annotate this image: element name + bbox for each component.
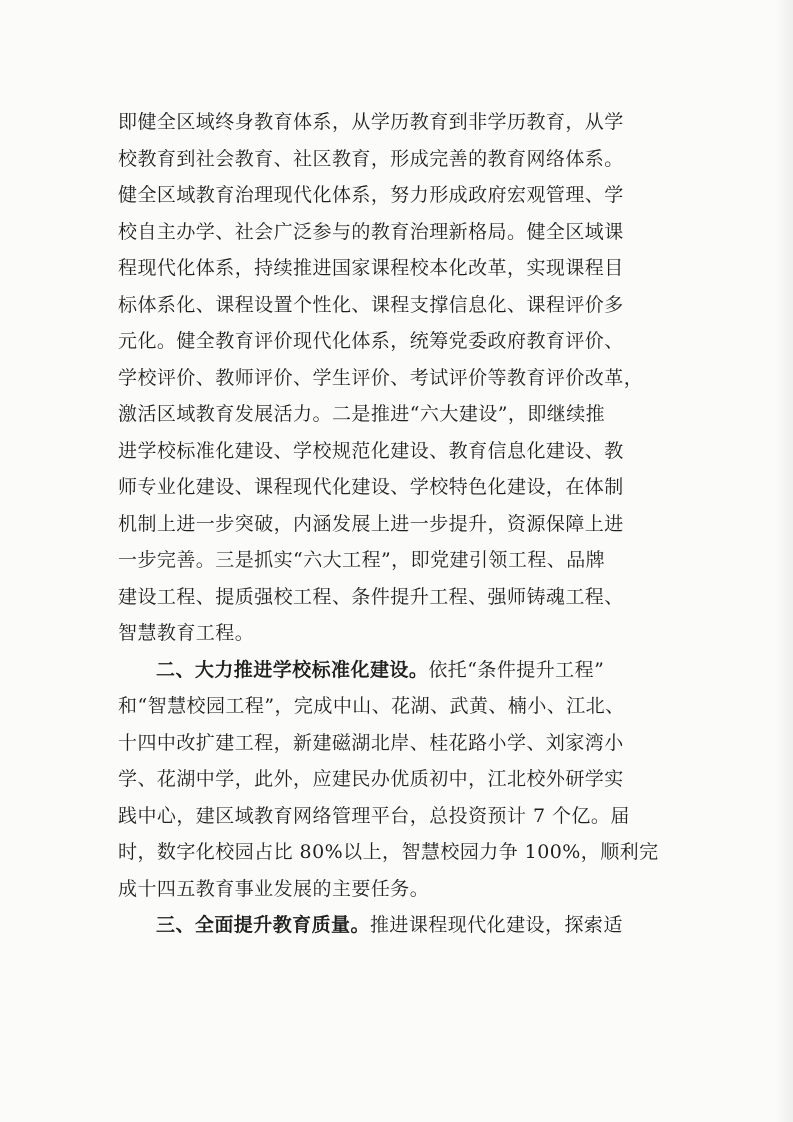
body-line: 一步完善。三是抓实“六大工程”，即党建引领工程、品牌 (118, 549, 606, 571)
body-line: 十四中改扩建工程，新建磁湖北岸、桂花路小学、刘家湾小 (118, 731, 624, 754)
body-line: 师专业化建设、课程现代化建设、学校特色化建设，在体制 (118, 476, 624, 498)
body-line: 成十四五教育事业发展的主要任务。 (118, 877, 430, 900)
body-line: 标体系化、课程设置个性化、课程支撑信息化、课程评价多 (118, 293, 624, 316)
body-line: 学校评价、教师评价、学生评价、考试评价等教育评价改革， (118, 366, 644, 389)
section-2-first-line-text: 依托“条件提升工程” (428, 658, 605, 681)
body-line: 和“智慧校园工程”，完成中山、花湖、武黄、楠小、江北、 (118, 695, 625, 717)
section-2-heading: 二、大力推进学校标准化建设。 (156, 658, 429, 681)
body-line: 元化。健全教育评价现代化体系，统筹党委政府教育评价、 (118, 330, 624, 352)
body-line: 建设工程、提质强校工程、条件提升工程、强师铸魂工程、 (118, 585, 624, 608)
body-line: 校教育到社会教育、社区教育，形成完善的教育网络体系。 (118, 147, 624, 170)
section-3-first-line-text: 推进课程现代化建设，探索适 (369, 914, 623, 936)
body-line: 程现代化体系，持续推进国家课程校本化改革，实现课程目 (118, 257, 624, 279)
section-3-heading: 三、全面提升教育质量。 (156, 914, 370, 936)
body-line: 智慧教育工程。 (118, 622, 255, 644)
document-body (118, 104, 678, 944)
section-3-first-line (118, 907, 678, 944)
page-edge-shadow (775, 0, 793, 1122)
body-line: 健全区域教育治理现代化体系，努力形成政府宏观管理、学 (118, 184, 624, 206)
body-line: 践中心，建区域教育网络管理平台，总投资预计 7 个亿。届 (118, 804, 630, 827)
body-line: 即健全区域终身教育体系，从学历教育到非学历教育，从学 (118, 111, 624, 133)
body-line: 进学校标准化建设、学校规范化建设、教育信息化建设、教 (118, 439, 624, 462)
body-line: 激活区域教育发展活力。二是推进“六大建设”，即继续推 (118, 403, 606, 425)
body-line: 校自主办学、社会广泛参与的教育治理新格局。健全区域课 (118, 220, 624, 243)
body-line: 机制上进一步突破，内涵发展上进一步提升，资源保障上进 (118, 512, 624, 535)
section-2-first-line (118, 652, 678, 689)
body-line: 时，数字化校园占比 80%以上，智慧校园力争 100%，顺利完 (118, 841, 659, 863)
body-line: 学、花湖中学，此外，应建民办优质初中，江北校外研学实 (118, 768, 624, 790)
